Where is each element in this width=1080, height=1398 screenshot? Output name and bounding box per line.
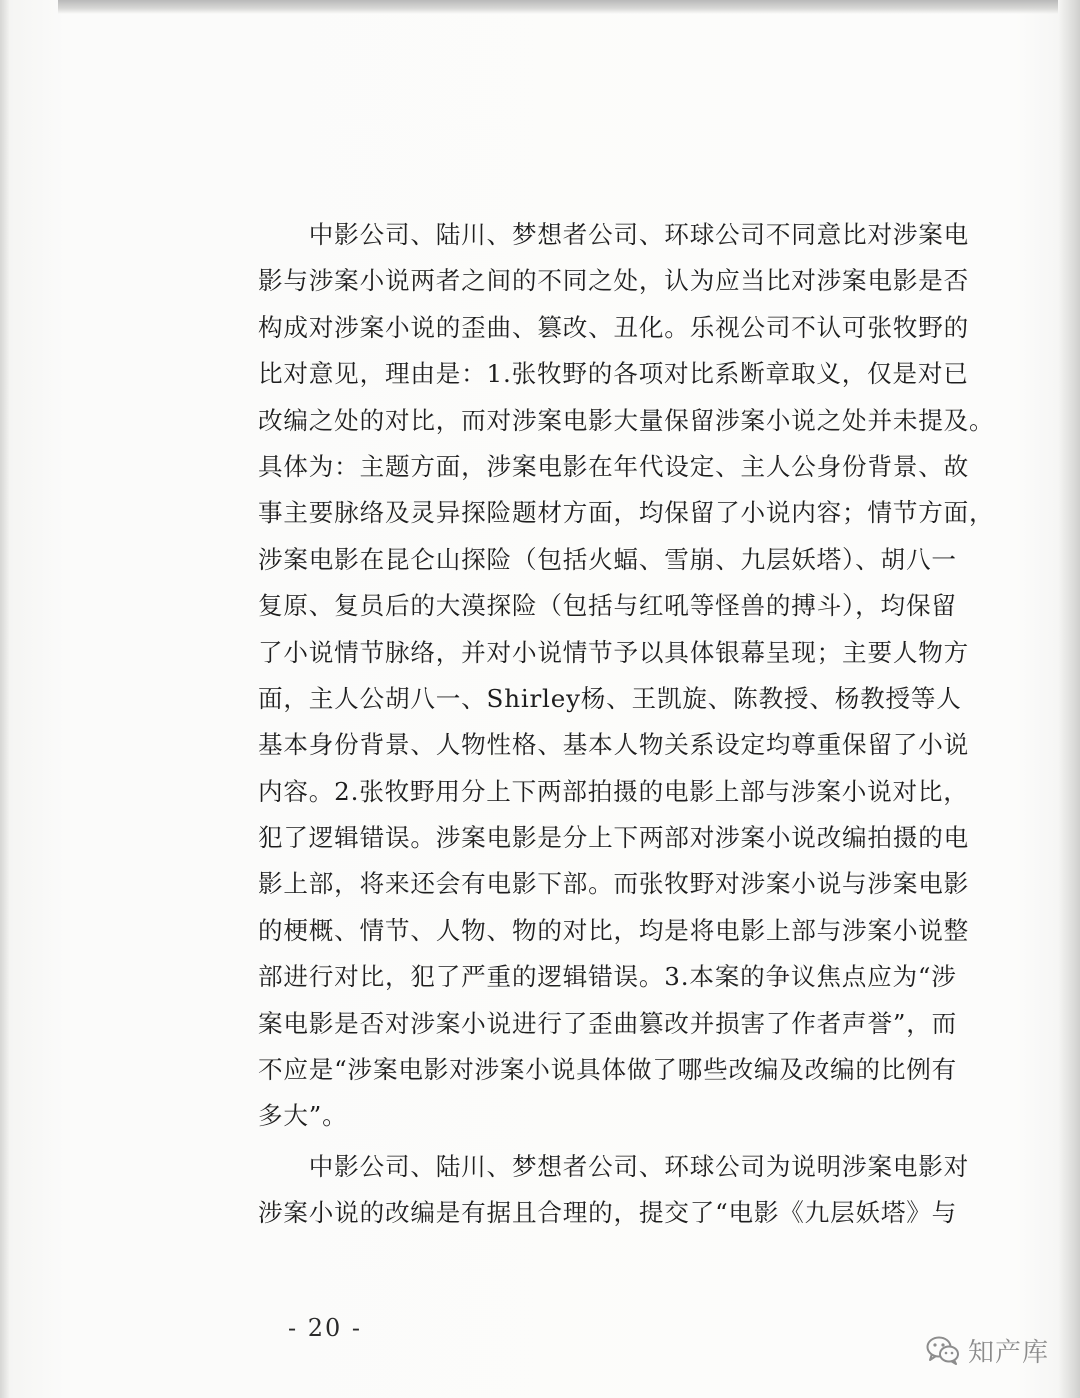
wechat-icon xyxy=(926,1335,960,1365)
scan-shadow-right xyxy=(1058,0,1080,1398)
text-line: 改编之处的对比，而对涉案电影大量保留涉案小说之处并未提及。 xyxy=(258,405,995,435)
paragraph-2 xyxy=(258,1144,1028,1237)
text-line: 多大”。 xyxy=(258,1101,348,1131)
text-line: 部进行对比，犯了严重的逻辑错误。3.本案的争议焦点应为“涉 xyxy=(258,962,957,992)
page-number: - 20 - xyxy=(288,1314,363,1342)
text-line: 的梗概、情节、人物、物的对比，均是将电影上部与涉案小说整 xyxy=(258,915,970,945)
paragraph-1 xyxy=(258,212,1028,1140)
text-line: 不应是“涉案电影对涉案小说具体做了哪些改编及改编的比例有 xyxy=(258,1055,958,1085)
text-line: 案电影是否对涉案小说进行了歪曲篡改并损害了作者声誉”，而 xyxy=(258,1008,958,1038)
document-body xyxy=(258,212,1028,1237)
watermark xyxy=(926,1332,1049,1368)
text-line: 比对意见，理由是：1.张牧野的各项对比系断章取义，仅是对已 xyxy=(258,359,969,389)
text-line: 面，主人公胡八一、Shirley杨、王凯旋、陈教授、杨教授等人 xyxy=(258,683,962,713)
text-line: 影上部，将来还会有电影下部。而张牧野对涉案小说与涉案电影 xyxy=(258,869,970,899)
text-line: 内容。2.张牧野用分上下两部拍摄的电影上部与涉案小说对比， xyxy=(258,776,969,806)
text-line: 具体为：主题方面，涉案电影在年代设定、主人公身份背景、故 xyxy=(258,451,970,481)
scan-shadow-top xyxy=(58,0,1058,14)
text-line: 复原、复员后的大漠探险（包括与红吼等怪兽的搏斗），均保留 xyxy=(258,591,957,621)
text-line: 中影公司、陆川、梦想者公司、环球公司不同意比对涉案电 xyxy=(258,220,970,249)
text-line: 构成对涉案小说的歪曲、篡改、丑化。乐视公司不认可张牧野的 xyxy=(258,312,970,342)
text-line: 涉案电影在昆仑山探险（包括火蝠、雪崩、九层妖塔）、胡八一 xyxy=(258,544,957,574)
text-line: 影与涉案小说两者之间的不同之处，认为应当比对涉案电影是否 xyxy=(258,266,970,296)
watermark-text: 知产库 xyxy=(968,1337,1050,1368)
text-line: 事主要脉络及灵异探险题材方面，均保留了小说内容；情节方面， xyxy=(258,498,995,528)
text-line: 了小说情节脉络，并对小说情节予以具体银幕呈现；主要人物方 xyxy=(258,637,970,667)
text-line: 基本身份背景、人物性格、基本人物关系设定均尊重保留了小说 xyxy=(258,730,970,760)
text-line: 涉案小说的改编是有据且合理的，提交了“电影《九层妖塔》与 xyxy=(258,1198,958,1228)
text-line: 中影公司、陆川、梦想者公司、环球公司为说明涉案电影对 xyxy=(258,1151,970,1181)
scan-shadow-left xyxy=(0,0,10,1398)
text-line: 犯了逻辑错误。涉案电影是分上下两部对涉案小说改编拍摄的电 xyxy=(258,823,970,853)
